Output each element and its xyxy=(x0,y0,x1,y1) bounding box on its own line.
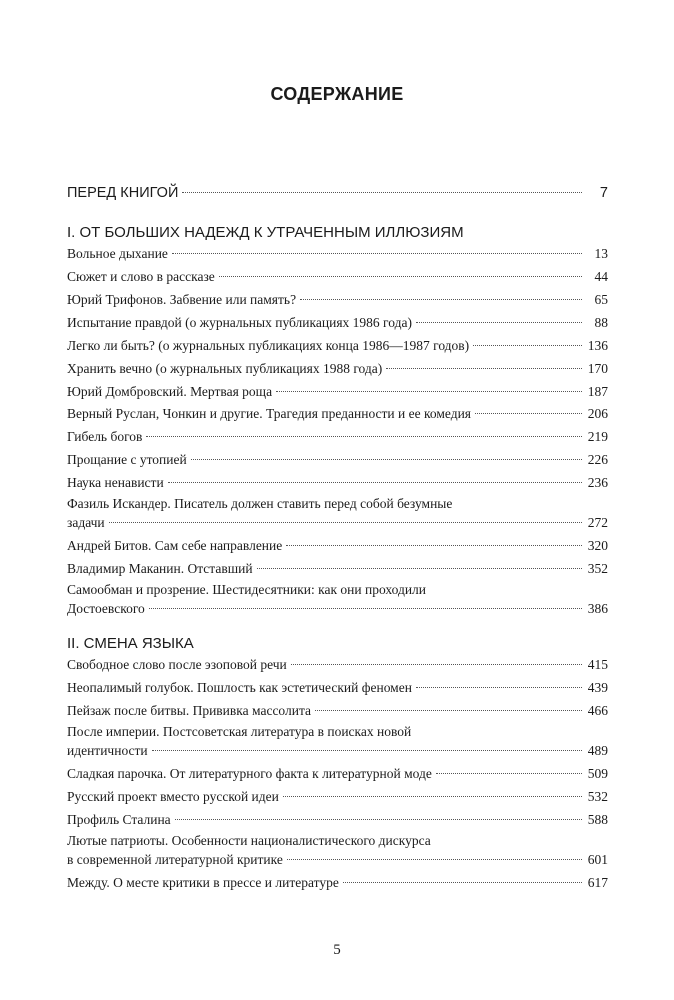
dot-leader xyxy=(386,368,582,369)
toc-entry[interactable] xyxy=(67,313,608,333)
toc-entry-first-line[interactable]: Фазиль Искандер. Писатель должен ставить перед собой безумные xyxy=(67,496,453,511)
toc-entry-title: Вольное дыхание xyxy=(67,246,168,261)
toc-entry-page: 532 xyxy=(587,789,608,804)
toc-entry-page: 489 xyxy=(587,743,608,758)
section-heading-2: II. СМЕНА ЯЗЫКА xyxy=(67,635,194,652)
toc-entry-title: Достоевского xyxy=(67,601,145,616)
toc-entry-title: идентичности xyxy=(67,743,148,758)
toc-entry[interactable] xyxy=(67,473,608,493)
toc-entry-page: 219 xyxy=(587,429,608,444)
toc-entry-page: 415 xyxy=(587,657,608,672)
dot-leader xyxy=(283,796,582,797)
toc-entry-title: Гибель богов xyxy=(67,429,143,444)
dot-leader xyxy=(416,322,582,323)
toc-entry-title: Пейзаж после битвы. Прививка массолита xyxy=(67,703,312,718)
toc-entry-first-line[interactable]: Лютые патриоты. Особенности националистического дискурса xyxy=(67,833,431,848)
toc-entry[interactable] xyxy=(67,404,608,424)
toc-entry[interactable] xyxy=(67,536,608,556)
toc-entry-title: Неопалимый голубок. Пошлость как эстетический феномен xyxy=(67,680,412,695)
toc-entry-title: Верный Руслан, Чонкин и другие. Трагедия преданности и ее комедия xyxy=(67,406,472,421)
toc-entry[interactable] xyxy=(67,267,608,287)
toc-entry-page: 206 xyxy=(587,406,608,421)
toc-entry[interactable] xyxy=(67,450,608,470)
dot-leader xyxy=(276,391,582,392)
toc-entry-page: 617 xyxy=(587,875,608,890)
toc-entry-title: Легко ли быть? (о журнальных публикациях конца 1986—1987 годов) xyxy=(67,338,470,353)
dot-leader xyxy=(286,545,582,546)
toc-entry-page: 320 xyxy=(587,538,608,553)
toc-entry[interactable] xyxy=(67,655,608,675)
toc-entry[interactable] xyxy=(67,701,608,721)
toc-entry-page: 272 xyxy=(587,515,608,530)
toc-entry-intro[interactable] xyxy=(67,183,608,203)
dot-leader xyxy=(343,882,582,883)
toc-entry-title: Юрий Домбровский. Мертвая роща xyxy=(67,384,273,399)
dot-leader xyxy=(109,522,582,523)
toc-entry-title: Свободное слово после эзоповой речи xyxy=(67,657,287,672)
dot-leader xyxy=(436,773,582,774)
toc-entry[interactable] xyxy=(67,559,608,579)
toc-entry-title: ПЕРЕД КНИГОЙ xyxy=(67,185,179,201)
page-title: СОДЕРЖАНИЕ xyxy=(270,84,404,104)
toc-entry[interactable] xyxy=(67,382,608,402)
toc-entry[interactable] xyxy=(67,290,608,310)
toc-entry-page: 13 xyxy=(594,246,608,261)
toc-entry-page: 7 xyxy=(599,185,608,201)
toc-entry-title: Русский проект вместо русской идеи xyxy=(67,789,279,804)
toc-entry[interactable] xyxy=(67,787,608,807)
toc-entry-title: Андрей Битов. Сам себе направление xyxy=(67,538,283,553)
toc-entry-page: 88 xyxy=(594,315,608,330)
dot-leader xyxy=(182,192,582,193)
toc-entry[interactable] xyxy=(67,810,608,830)
dot-leader xyxy=(287,859,582,860)
toc-entry[interactable] xyxy=(67,873,608,893)
dot-leader xyxy=(191,459,582,460)
toc-entry-page: 439 xyxy=(587,680,608,695)
dot-leader xyxy=(152,750,582,751)
toc-entry[interactable] xyxy=(67,764,608,784)
dot-leader xyxy=(300,299,582,300)
toc-entry-page: 386 xyxy=(587,601,608,616)
toc-entry-title: в современной литературной критике xyxy=(67,852,283,867)
toc-entry-title: Испытание правдой (о журнальных публикациях 1986 года) xyxy=(67,315,412,330)
toc-entry-page: 352 xyxy=(587,561,608,576)
toc-entry[interactable] xyxy=(67,513,608,533)
dot-leader xyxy=(475,413,582,414)
dot-leader xyxy=(149,608,582,609)
dot-leader xyxy=(168,482,582,483)
toc-entry-title: задачи xyxy=(67,515,105,530)
dot-leader xyxy=(219,276,582,277)
toc-entry-page: 466 xyxy=(587,703,608,718)
toc-entry-page: 136 xyxy=(587,338,608,353)
toc-entry-title: Сюжет и слово в рассказе xyxy=(67,269,215,284)
dot-leader xyxy=(416,687,582,688)
dot-leader xyxy=(175,819,582,820)
toc-entry[interactable] xyxy=(67,244,608,264)
toc-entry[interactable] xyxy=(67,741,608,761)
toc-entry-page: 509 xyxy=(587,766,608,781)
toc-entry-title: Прощание с утопией xyxy=(67,452,187,467)
toc-entry-page: 44 xyxy=(594,269,608,284)
toc-entry-first-line[interactable]: После империи. Постсоветская литература в поисках новой xyxy=(67,724,412,739)
toc-entry[interactable] xyxy=(67,427,608,447)
toc-entry-first-line[interactable]: Самообман и прозрение. Шестидесятники: как они проходили xyxy=(67,582,427,597)
dot-leader xyxy=(315,710,582,711)
toc-entry-title: Владимир Маканин. Отставший xyxy=(67,561,253,576)
toc-entry-page: 170 xyxy=(587,361,608,376)
toc-entry[interactable] xyxy=(67,850,608,870)
toc-entry-page: 226 xyxy=(587,452,608,467)
toc-entry-page: 588 xyxy=(587,812,608,827)
toc-entry-title: Юрий Трифонов. Забвение или память? xyxy=(67,292,297,307)
dot-leader xyxy=(291,664,582,665)
dot-leader xyxy=(172,253,582,254)
toc-entry-page: 236 xyxy=(587,475,608,490)
page-number: 5 xyxy=(333,942,341,958)
toc-entry-page: 187 xyxy=(587,384,608,399)
dot-leader xyxy=(473,345,582,346)
toc-entry-title: Сладкая парочка. От литературного факта к литературной моде xyxy=(67,766,432,781)
toc-entry[interactable] xyxy=(67,336,608,356)
dot-leader xyxy=(257,568,582,569)
toc-entry-title: Хранить вечно (о журнальных публикациях 1988 года) xyxy=(67,361,383,376)
toc-entry-title: Между. О месте критики в прессе и литературе xyxy=(67,875,339,890)
toc-entry[interactable] xyxy=(67,678,608,698)
toc-entry[interactable] xyxy=(67,599,608,619)
toc-entry-page: 65 xyxy=(594,292,608,307)
dot-leader xyxy=(146,436,582,437)
toc-entry-title: Наука ненависти xyxy=(67,475,164,490)
toc-entry[interactable] xyxy=(67,359,608,379)
section-heading-1: I. ОТ БОЛЬШИХ НАДЕЖД К УТРАЧЕННЫМ ИЛЛЮЗИЯМ xyxy=(67,224,464,241)
toc-entry-title: Профиль Сталина xyxy=(67,812,171,827)
toc-entry-page: 601 xyxy=(587,852,608,867)
